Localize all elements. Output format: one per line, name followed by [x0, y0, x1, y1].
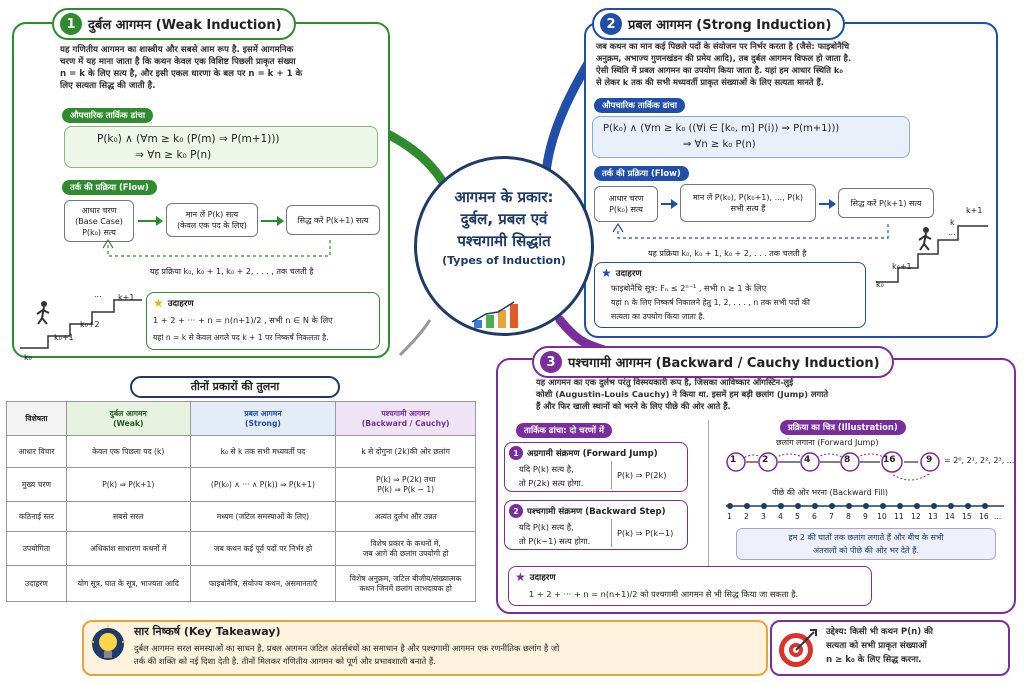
backward-step-line: तो P(2k) सत्य होगा. — [519, 478, 584, 488]
backward-step1-formula: P(k) ⇒ P(2k) — [617, 470, 667, 480]
weak-title-text: दुर्बल आगमन (Weak Induction) — [88, 18, 282, 33]
strong-title-text: प्रबल आगमन (Strong Induction) — [628, 18, 832, 33]
star-icon: ★ — [515, 570, 526, 584]
strong-desc-line: ऐसी स्थिति में प्रबल आगमन का उपयोग किया जाता है. यहां हम आधार स्थिति k₀ — [596, 65, 843, 75]
jump-node: 4 — [804, 455, 811, 465]
table-cell: उदाहरण — [7, 566, 67, 602]
strong-number-badge: 2 — [600, 13, 622, 35]
strong-stair-label: k₀+1 — [892, 262, 912, 271]
jump-node: 8 — [844, 455, 851, 465]
strong-stair-label: k₀ — [876, 280, 884, 289]
goal-text — [826, 625, 933, 667]
backward-illustration-label: प्रक्रिया का चित्र (Illustration) — [780, 420, 906, 435]
header-cell-text: पश्चगामी आगमन — [381, 408, 430, 418]
weak-desc-line: यह गणितीय आगमन का शास्त्रीय और सबसे आम रूप है. इसमें आगमनिक — [60, 45, 294, 55]
backward-fill-label: पीछे की ओर भरना (Backward Fill) — [772, 488, 889, 497]
divider — [611, 461, 612, 489]
strong-loop-text: यह प्रक्रिया k₀, k₀ + 1, k₀ + 2, . . . तक चलती है — [648, 249, 807, 258]
table-cell: केवल एक पिछला पद (k) — [66, 436, 190, 468]
forward-jump-label: छलांग लगाना (Forward Jump) — [776, 438, 879, 447]
backward-example-box — [508, 566, 872, 606]
header-cell-text: (Strong) — [245, 418, 281, 428]
weak-number-badge: 1 — [60, 13, 82, 35]
cell-line: P(k) ⇒ P(k − 1) — [377, 484, 435, 494]
star-icon: ★ — [601, 266, 612, 280]
backward-example-title-text: उदाहरण — [529, 573, 556, 583]
goal-line: n ≥ k₀ के लिए सिद्ध करना. — [826, 655, 922, 665]
backward-step2-title — [509, 504, 666, 518]
weak-example-box — [146, 292, 380, 350]
cell-line: विशेष अनुक्रम, जटिल बीजीय/संख्यात्मक — [349, 573, 462, 583]
header-cell-text: विशेषता — [25, 413, 48, 423]
weak-loop-arrow — [100, 238, 340, 268]
fill-number-labels — [720, 512, 1010, 524]
central-line: (Types of Induction) — [442, 254, 566, 267]
cell-line: जब आगे की छलांग उपयोगी हो — [362, 548, 449, 558]
weak-flow-arrow — [261, 220, 283, 222]
star-icon: ★ — [153, 296, 164, 310]
backward-step1-title-text: अग्रगामी संक्रमण (Forward Jump) — [527, 449, 658, 459]
weak-formula — [64, 126, 378, 168]
backward-step-line: तो P(k−1) सत्य होगा. — [519, 536, 591, 546]
table-cell: कठिनाई स्तर — [7, 502, 67, 532]
takeaway-title: सार निष्कर्ष (Key Takeaway) — [134, 625, 281, 638]
table-cell: फाइबोनैचि, संयोज्य कथन, असमानताएँ — [190, 566, 336, 602]
strong-formula — [592, 116, 910, 158]
backward-desc-line: यह आगमन का एक दुर्लभ परंतु विस्मयकारी रूप है, जिसका आविष्कार ऑगस्टिन-लुई — [536, 377, 794, 387]
comparison-title: तीनों प्रकारों की तुलना — [130, 376, 340, 398]
weak-formula-line1: P(k₀) ∧ (∀m ≥ k₀ (P(m) ⇒ P(m+1))) — [97, 133, 280, 145]
strong-box2-text: मान लें P(k₀), P(k₀+1), ..., P(k) — [693, 193, 803, 202]
step-number-badge: 2 — [509, 504, 523, 518]
strong-flow-arrow — [661, 203, 677, 205]
takeaway-line: तर्क की शक्ति को नई दिशा देती है. तीनों मिलकर गणितीय आगमन को पूर्ण और प्रभावशाली बनाते हैं. — [134, 656, 436, 666]
table-row — [7, 566, 476, 602]
takeaway-text — [134, 642, 559, 668]
table-cell — [336, 532, 476, 566]
weak-box1-text: P(k₀) सत्य — [82, 227, 116, 237]
strong-flow-arrow — [819, 203, 835, 205]
jump-node: 2 — [762, 455, 769, 465]
backward-example-line: 1 + 2 + ··· + n = n(n+1)/2 को पश्चगामी आगमन से भी सिद्ध किया जा सकता है. — [529, 589, 799, 599]
cell-line: कथन जिनमें छलांग लाभदायक हो — [359, 583, 452, 593]
weak-description — [60, 44, 302, 92]
cell-line: विशेष प्रकार के कथनों में, — [370, 538, 441, 548]
strong-flow-label: तर्क की प्रक्रिया (Flow) — [594, 166, 689, 181]
strong-desc-line: से लेकर k तक की सभी मध्यवर्ती प्राकृत संख्याओं के लिए सत्यता मानते हैं. — [596, 77, 824, 87]
backward-step2-box — [504, 500, 688, 550]
fill-number: 15 — [962, 512, 972, 521]
header-cell-text: (Backward / Cauchy) — [361, 418, 450, 428]
strong-loop-arrow — [610, 222, 900, 248]
weak-stair-label: ... — [94, 290, 102, 299]
table-cell: जब कथन कई पूर्व पदों पर निर्भर हो — [190, 532, 336, 566]
step-number-badge: 1 — [509, 446, 523, 460]
weak-flow-base-case — [64, 200, 134, 242]
weak-box1-text: आधार चरण — [81, 205, 117, 215]
jump-node: 1 — [730, 455, 737, 465]
strong-flow-assume — [680, 184, 816, 222]
fill-number: 8 — [846, 512, 851, 521]
backward-example-title — [515, 570, 556, 584]
strong-stair-label: k+1 — [966, 206, 983, 215]
strong-box1-text: P(k₀) सत्य — [609, 205, 643, 214]
backward-step-line: यदि P(k) सत्य है, — [519, 464, 574, 474]
takeaway-line: दुर्बल आगमन सरल समस्याओं का साधन है, प्रबल आगमन जटिल अंतर्संबंधों का समाधान है और पश्चगामी आगमन एक रणनीतिक छलांग है जो — [134, 643, 560, 653]
growth-bars-icon — [470, 300, 530, 330]
weak-stair-label: k₀ — [24, 353, 32, 362]
table-cell: सबसे सरल — [66, 502, 190, 532]
backward-step2-title-text: पश्चगामी संक्रमण (Backward Step) — [527, 507, 666, 517]
backward-step1-box — [504, 442, 688, 492]
table-cell: अधिकांश साधारण कथनों में — [66, 532, 190, 566]
backward-note-line: हम 2 की घातों तक छलांग लगाते हैं और बीच के सभी — [788, 533, 944, 542]
powers-of-two-text: = 2⁰, 2¹, 2², 2³, ... — [944, 456, 1015, 465]
backward-title — [532, 346, 894, 378]
weak-flow-assume — [166, 203, 258, 237]
weak-example-line: यहां n = k से केवल अगले पद k + 1 पर निष्कर्ष निकलता है. — [153, 333, 329, 342]
table-cell: आधार विचार — [7, 436, 67, 468]
weak-box2-text: (केवल एक पद के लिए) — [177, 221, 247, 230]
jump-node: 16 — [883, 455, 896, 465]
header-cell-text: (Weak) — [113, 418, 144, 428]
backward-step2-formula: P(k) ⇒ P(k−1) — [617, 528, 674, 538]
header-cell-text: दुर्बल आगमन — [109, 408, 147, 418]
strong-stair-label: k — [950, 218, 955, 227]
fill-number: 3 — [761, 512, 766, 521]
header-cell-text: प्रबल आगमन — [244, 408, 282, 418]
central-topic-text — [414, 186, 594, 270]
table-header — [7, 402, 67, 436]
backward-description — [536, 376, 828, 412]
weak-box3-text: सिद्ध करें P(k+1) सत्य — [297, 215, 369, 225]
table-cell: (P(k₀) ∧ ··· ∧ P(k)) ⇒ P(k+1) — [190, 468, 336, 502]
weak-example-title-text: उदाहरण — [167, 299, 194, 309]
strong-formula-line2: ⇒ ∀n ≥ k₀ P(n) — [683, 139, 756, 150]
backward-title-text: पश्चगामी आगमन (Backward / Cauchy Induction) — [568, 356, 880, 371]
divider — [611, 519, 612, 547]
cell-line: P(k) ⇒ P(2k) तथा — [375, 474, 436, 484]
weak-desc-line: n = k के लिए सत्य है, और इसी एकल धारणा के बल पर n = k + 1 के — [60, 69, 303, 79]
weak-box1-text: (Base Case) — [75, 216, 123, 226]
fill-number: 12 — [911, 512, 921, 521]
strong-example-line: सत्यता का उपयोग किया जाता है. — [611, 312, 705, 321]
table-cell: मुख्य चरण — [7, 468, 67, 502]
backward-number-badge: 3 — [540, 351, 562, 373]
strong-example-line: फाइबोनैचि सूत्र: Fₙ ≤ 2ⁿ⁻¹ , सभी n ≥ 1 के लिए — [611, 283, 767, 293]
backward-note-line: अंतरालों को पीछे की ओर भर देते हैं. — [813, 546, 919, 555]
table-cell — [336, 468, 476, 502]
fill-number: 13 — [928, 512, 938, 521]
table-row — [7, 436, 476, 468]
table-header — [336, 402, 476, 436]
weak-formula-line2: ⇒ ∀n ≥ k₀ P(n) — [135, 149, 212, 161]
table-cell: k से दोगुना (2k)की ओर छलांग — [336, 436, 476, 468]
weak-stair-label: k₀+2 — [80, 320, 100, 329]
table-row — [7, 502, 476, 532]
backward-desc-line: कोशी (Augustin-Louis Cauchy) ने किया था. इसमें हम बड़ी छलांग (Jump) लगाते — [536, 389, 829, 399]
strong-example-line: यहां n के लिए निष्कर्ष निकालने हेतु 1, 2, . . . , n तक सभी पदों की — [611, 298, 810, 307]
fill-number: 16 — [979, 512, 989, 521]
strong-example-title — [601, 266, 642, 280]
table-cell: योग सूत्र, घात के सूत्र, भाज्यता आदि — [66, 566, 190, 602]
weak-flow-label: तर्क की प्रक्रिया (Flow) — [62, 180, 157, 195]
weak-formal-label: औपचारिक तार्किक ढांचा — [62, 108, 153, 123]
weak-box2-text: मान लें P(k) सत्य — [185, 210, 239, 219]
weak-desc-line: चरण में यह माना जाता है कि कथन केवल एक विशिष्ट पिछली प्राकृत संख्या — [60, 57, 296, 67]
forward-jump-diagram — [720, 442, 1010, 488]
fill-number: 7 — [829, 512, 834, 521]
weak-flow-arrow — [138, 220, 162, 222]
fill-number: 10 — [877, 512, 887, 521]
strong-description — [596, 40, 851, 88]
weak-stair-label: k₀+1 — [54, 333, 74, 342]
backward-desc-line: हैं और फिर खाली स्थानों को भरने के लिए पीछे की ओर आते हैं. — [536, 401, 731, 411]
strong-example-title-text: उदाहरण — [615, 269, 642, 279]
table-row — [7, 532, 476, 566]
fill-number: 14 — [945, 512, 955, 521]
strong-box2-text: सभी सत्य हैं — [730, 204, 766, 213]
fill-number: 6 — [812, 512, 817, 521]
strong-title — [592, 8, 845, 40]
fill-number: ... — [994, 512, 1002, 521]
backward-step-line: यदि P(k) सत्य है, — [519, 522, 574, 532]
strong-desc-line: जब कथन का मान कई पिछले पदों के संयोजन पर निर्भर करता है (जैसे: फाइबोनैचि — [596, 41, 850, 51]
strong-box1-text: आधार चरण — [608, 194, 644, 203]
weak-example-line: 1 + 2 + ··· + n = n(n+1)/2 , सभी n ∈ N के लिए — [153, 315, 333, 325]
table-cell: मध्यम (जटिल समस्याओं के लिए) — [190, 502, 336, 532]
backward-step1-title — [509, 446, 658, 460]
strong-formal-label: औपचारिक तार्किक ढांचा — [594, 98, 685, 113]
jump-node: 9 — [926, 455, 933, 465]
lightbulb-icon — [88, 624, 128, 672]
table-row — [7, 468, 476, 502]
target-icon — [776, 626, 820, 670]
table-header — [66, 402, 190, 436]
strong-flow-base-case — [594, 186, 658, 222]
table-cell: उपयोगिता — [7, 532, 67, 566]
strong-example-box — [594, 262, 866, 328]
comparison-table — [6, 401, 476, 602]
weak-title — [52, 8, 296, 40]
goal-line: सत्यता को सभी प्राकृत संख्याओं — [826, 641, 927, 651]
fill-number: 5 — [795, 512, 800, 521]
table-cell — [336, 566, 476, 602]
table-cell: P(k) ⇒ P(k+1) — [66, 468, 190, 502]
fill-number: 11 — [894, 512, 904, 521]
fill-number: 1 — [727, 512, 732, 521]
weak-stair-label: k+1 — [118, 293, 135, 302]
central-line: दुर्बल, प्रबल एवं — [460, 210, 548, 228]
weak-desc-line: लिए सत्यता सिद्ध की जाती है. — [60, 81, 156, 91]
strong-box3-text: सिद्ध करें P(k+1) सत्य — [850, 198, 922, 208]
table-cell: अत्यंत दुर्लभ और उन्नत — [336, 502, 476, 532]
table-cell: k₀ से k तक सभी मध्यवर्ती पद — [190, 436, 336, 468]
table-header — [190, 402, 336, 436]
backward-frame-label: तार्किक ढांचा: दो चरणों में — [516, 423, 612, 438]
weak-example-title — [153, 296, 194, 310]
strong-desc-line: अनुक्रम, अभाज्य गुणनखंडन की प्रमेय आदि), तब दुर्बल आगमन विफल हो जाता है. — [596, 53, 852, 63]
goal-line: उद्देश्य: किसी भी कथन P(n) की — [826, 627, 933, 637]
fill-number: 2 — [744, 512, 749, 521]
fill-number: 9 — [863, 512, 868, 521]
strong-stair-label: ... — [948, 228, 956, 237]
weak-flow-prove — [286, 205, 380, 235]
strong-formula-line1: P(k₀) ∧ (∀m ≥ k₀ ((∀i ∈ [k₀, m] P(i)) ⇒ P(m+1))) — [603, 123, 840, 134]
central-line: पश्चगामी सिद्धांत — [457, 232, 551, 250]
backward-note-box — [736, 528, 996, 560]
section-divider — [708, 420, 709, 570]
weak-loop-text: यह प्रक्रिया k₀, k₀ + 1, k₀ + 2, . . . , तक चलती है — [150, 267, 314, 276]
central-line: आगमन के प्रकार: — [454, 188, 554, 206]
fill-number: 4 — [778, 512, 783, 521]
